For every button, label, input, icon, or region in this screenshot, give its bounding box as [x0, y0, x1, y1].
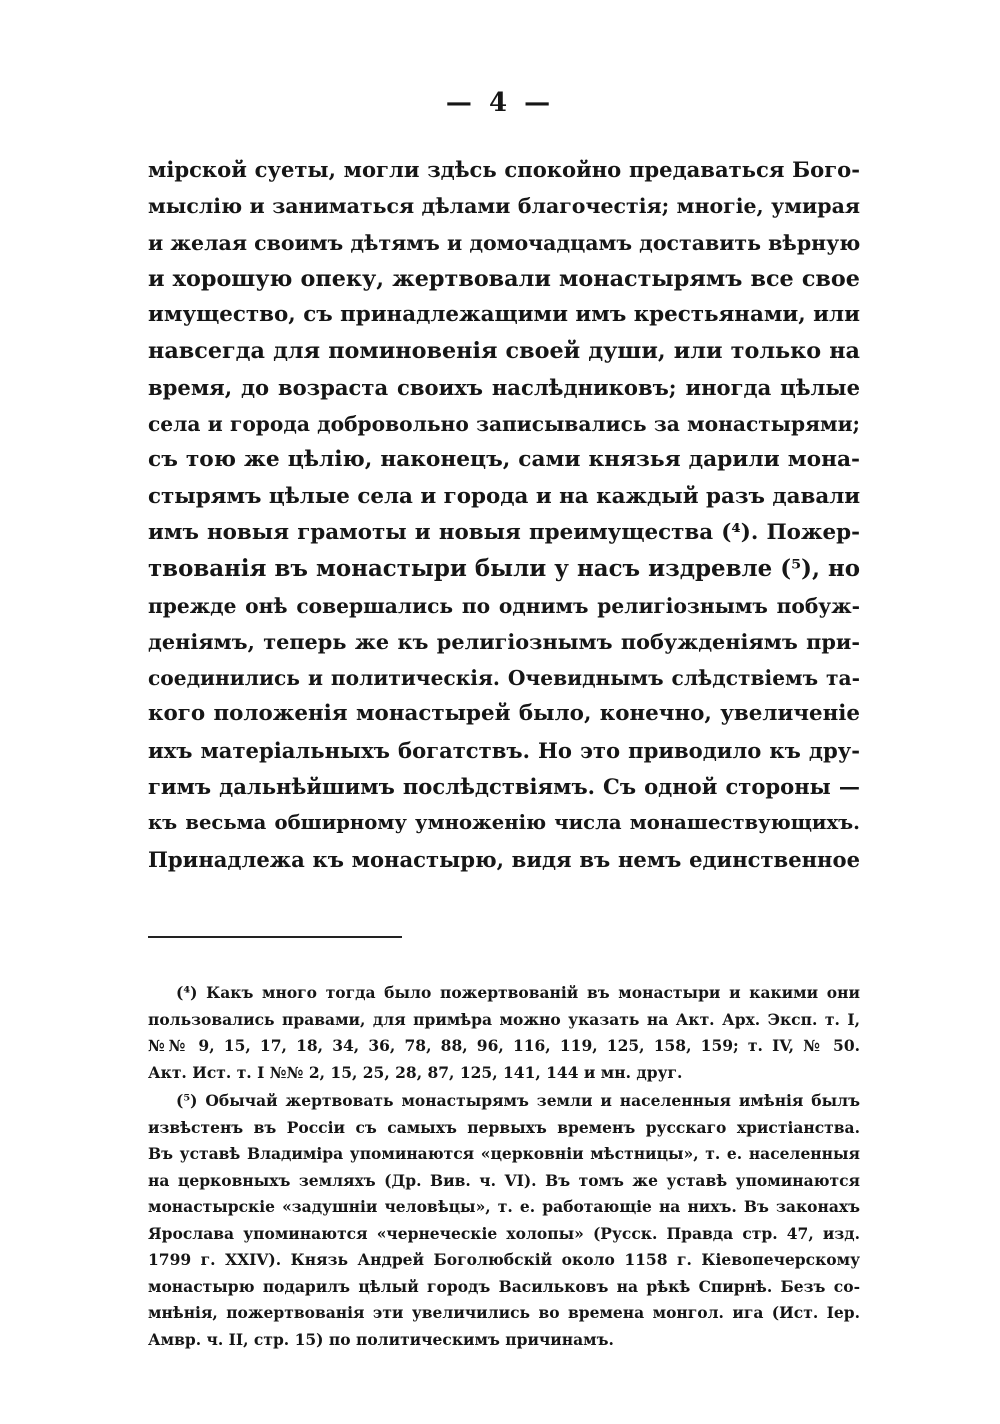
footnote-5 [148, 1088, 860, 1353]
text-line: гимъ дальнѣйшимъ послѣдствіямъ. Съ одной стороны — [148, 774, 860, 800]
footnote-line: №№ 9, 15, 17, 18, 34, 36, 78, 88, 96, 116, 119, 125, 158, 159; т. IV, № 50. [148, 1036, 860, 1055]
footnote-line: монастырю подарилъ цѣлый городъ Васильковъ на рѣкѣ Спирнѣ. Безъ со- [148, 1276, 860, 1296]
footnote-line: Амвр. ч. II, стр. 15) по политическимъ причинамъ. [148, 1329, 614, 1349]
text-line: ихъ матеріальныхъ богатствъ. Но это приводило къ дру- [148, 737, 860, 763]
footnote-line: (⁵) Обычай жертвовать монастырямъ земли и населенныя имѣнія былъ [176, 1091, 860, 1110]
footnote-line: пользовались правами, для примѣра можно указать на Акт. Арх. Эксп. т. I, [148, 1009, 860, 1029]
text-line: мыслію и заниматься дѣлами благочестія; многіе, умирая [148, 194, 860, 219]
text-line: съ тою же цѣлію, наконецъ, сами князья дарили мона- [148, 447, 860, 473]
text-line: деніямъ, теперь же къ религіознымъ побужденіямъ при- [148, 628, 860, 654]
footnote-line: Ярослава упоминаются «чернеческіе холопы» (Русск. Правда стр. 47, изд. [148, 1223, 860, 1243]
footnote-divider [148, 936, 402, 938]
text-line: и желая своимъ дѣтямъ и домочадцамъ доставить вѣрную [148, 230, 861, 255]
text-line: къ весьма обширному умноженію числа монашествующихъ. [148, 811, 860, 835]
text-line: прежде онѣ совершались по однимъ религіознымъ побуж- [148, 593, 860, 618]
footnote-line: Въ уставѣ Владиміра упоминаются «церковніи мѣстницы», т. е. населенныя [148, 1144, 860, 1163]
footnote-4 [148, 980, 860, 1086]
text-line: соединились и политическія. Очевиднымъ слѣдствіемъ та- [148, 666, 860, 691]
footnote-line: мнѣнія, пожертвованія эти увеличились во времена монгол. ига (Ист. Іер. [148, 1303, 860, 1322]
text-line: Принадлежа къ монастырю, видя въ немъ единственное [148, 846, 860, 872]
text-line: имущество, съ принадлежащими имъ крестьянами, или [148, 302, 860, 328]
text-line: стырямъ цѣлые села и города и на каждый разъ давали [148, 483, 861, 509]
footnote-line: монастырскіе «задушніи человѣцы», т. е. работающіе на нихъ. Въ законахъ [148, 1197, 860, 1216]
page-number: — 4 — [445, 88, 555, 118]
text-line: время, до возраста своихъ наслѣдниковъ; иногда цѣлые [148, 374, 860, 400]
footnotes [148, 980, 860, 1353]
text-line: села и города добровольно записывались за монастырями; [148, 412, 860, 437]
text-line: кого положенія монастырей было, конечно, увеличеніе [148, 701, 860, 727]
footnote-line: (⁴) Какъ много тогда было пожертвованій въ монастыри и какими они [176, 983, 860, 1002]
text-line: твованія въ монастыри были у насъ издревле (⁵), но [148, 555, 860, 583]
text-line: и хорошую опеку, жертвовали монастырямъ все свое [148, 265, 860, 292]
text-line: мірской суеты, могли здѣсь спокойно предаваться Бого- [148, 157, 860, 182]
footnote-line: извѣстенъ въ Россіи съ самыхъ первыхъ временъ русскаго христіанства. [148, 1117, 860, 1137]
text-line: имъ новыя грамоты и новыя преимущества (⁴). Пожер- [148, 519, 860, 545]
footnote-line: 1799 г. XXIV). Князь Андрей Боголюбскій около 1158 г. Кіевопечерскому [148, 1250, 860, 1269]
text-line: навсегда для поминовенія своей души, или только на [148, 338, 860, 365]
main-text [148, 152, 860, 878]
footnote-line: Акт. Ист. т. I №№ 2, 15, 25, 28, 87, 125, 141, 144 и мн. друг. [148, 1062, 683, 1082]
footnote-line: на церковныхъ земляхъ (Др. Вив. ч. VI). Въ томъ же уставѣ упоминаются [148, 1170, 860, 1190]
